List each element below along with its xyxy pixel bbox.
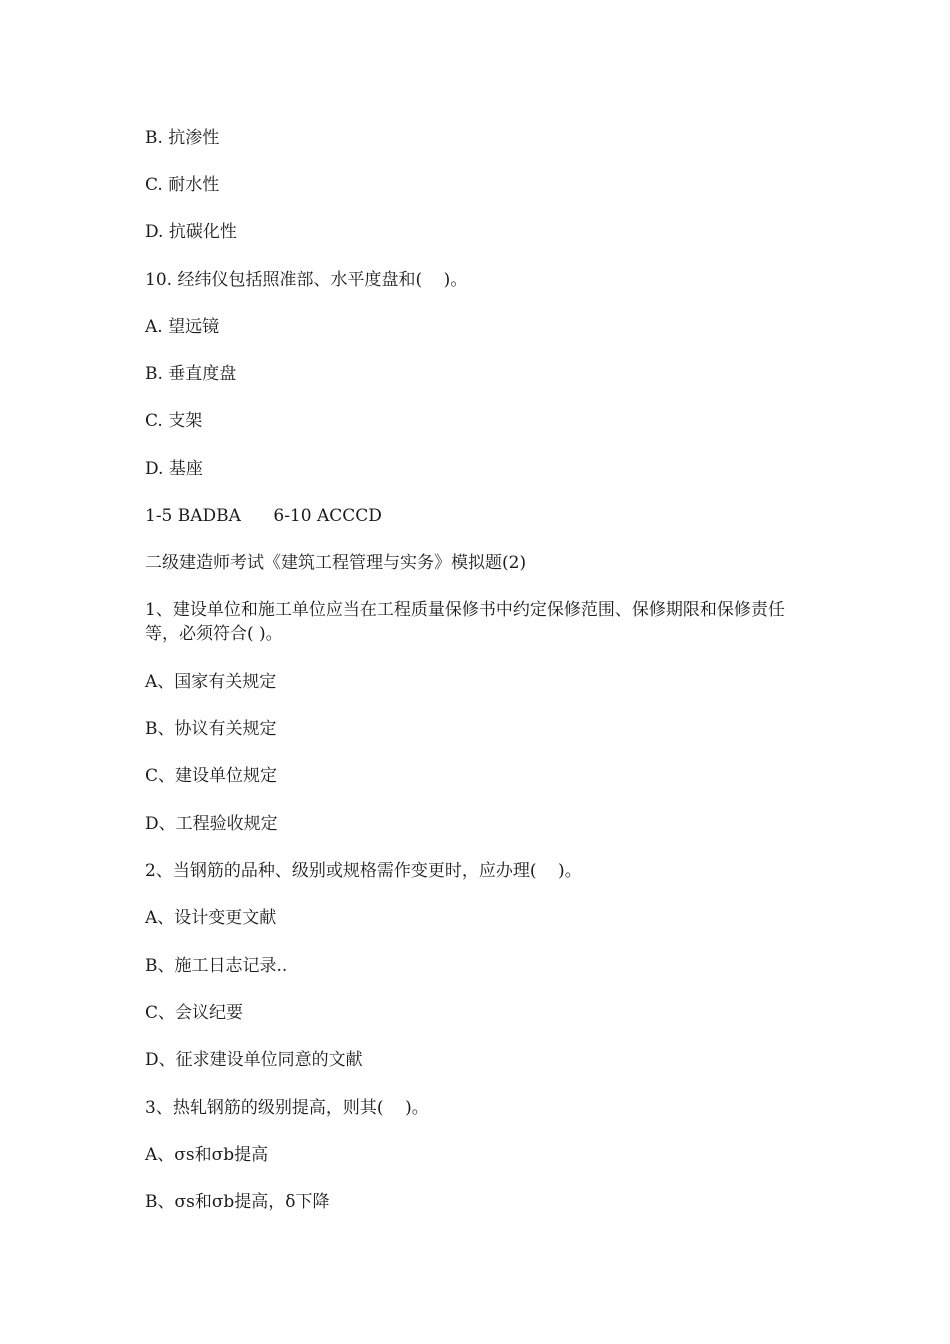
option-1a: A、国家有关规定: [145, 672, 277, 692]
section-title: 二级建造师考试《建筑工程管理与实务》模拟题(2): [145, 553, 527, 573]
option-2b: B、施工日志记录..: [145, 956, 288, 976]
question-3: 3、热轧钢筋的级别提高，则其( )。: [145, 1098, 429, 1118]
question-10: 10. 经纬仪包括照准部、水平度盘和( )。: [145, 270, 468, 290]
option-9c: C. 耐水性: [145, 175, 220, 195]
question-1: 1、建设单位和施工单位应当在工程质量保修书中约定保修范围、保修期限和保修责任等，必须符合( )。: [145, 600, 785, 644]
option-9d: D. 抗碳化性: [145, 222, 237, 242]
option-1c: C、建设单位规定: [145, 766, 278, 786]
option-1b: B、协议有关规定: [145, 719, 277, 739]
answer-key: 1-5 BADBA 6-10 ACCCD: [145, 506, 382, 526]
option-3a: A、σs和σb提高: [145, 1145, 269, 1165]
option-10b: B. 垂直度盘: [145, 364, 237, 384]
option-3b: B、σs和σb提高，δ下降: [145, 1192, 330, 1212]
option-10c: C. 支架: [145, 411, 203, 431]
option-10a: A. 望远镜: [145, 317, 220, 337]
option-9b: B. 抗渗性: [145, 128, 220, 148]
option-2d: D、征求建设单位同意的文献: [145, 1050, 363, 1070]
option-2a: A、设计变更文献: [145, 908, 277, 928]
option-10d: D. 基座: [145, 459, 203, 479]
option-1d: D、工程验收规定: [145, 814, 278, 834]
question-2: 2、当钢筋的品种、级别或规格需作变更时，应办理( )。: [145, 861, 582, 881]
option-2c: C、会议纪要: [145, 1003, 244, 1023]
